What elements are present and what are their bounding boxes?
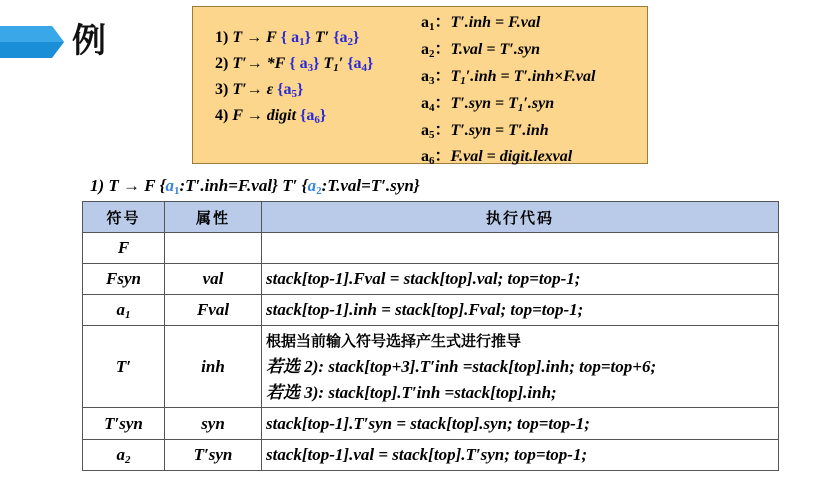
production-3: 3) T′→ ε $\{a_5\}$ — [215, 81, 304, 100]
section-arrow-icon — [0, 16, 66, 68]
code-line-1: 根据当前输入符号选择产生式进行推导 — [266, 331, 522, 350]
cell-attr: val — [165, 264, 262, 295]
cell-code: stack[top-1].val = stack[top].T′syn; top=top-1; — [262, 440, 779, 471]
header-symbol: 符号 — [83, 202, 165, 233]
cell-symbol: $a_1$ — [83, 295, 165, 326]
action-a2: $a_2$：T.val = T′.syn — [421, 41, 540, 60]
cell-code — [262, 326, 779, 408]
table-row — [83, 233, 779, 264]
cell-attr: inh — [165, 326, 262, 408]
cell-attr: syn — [165, 408, 262, 440]
production-heading: 1) T → F $\{a_1:T'.inh=F.val\}$ T′ $\{a_2:T.val=T'.syn\}$ — [90, 176, 420, 197]
production-2: 2) T′→ *F { $a_3$} $T_1'$ $\{a_4\}$ — [215, 55, 374, 74]
cell-symbol: Fsyn — [83, 264, 165, 295]
cell-symbol: T′ — [83, 326, 165, 408]
code-line-2: 若选 2): stack[top+3].T′inh =stack[top].inh; top=top+6; — [266, 356, 657, 376]
table-header-row — [83, 202, 779, 233]
action-a3: $a_3$：$T_1'.inh = T'.inh\times F.val$ — [421, 68, 596, 87]
slide-title: 例 — [72, 21, 106, 61]
cell-symbol: $a_2$ — [83, 440, 165, 471]
action-a1: $a_1$：T′.inh = F.val — [421, 14, 541, 33]
table-row — [83, 440, 779, 471]
cell-code: stack[top-1].Fval = stack[top].val; top=top-1; — [262, 264, 779, 295]
table-row — [83, 326, 779, 408]
cell-attr: T′syn — [165, 440, 262, 471]
cell-attr: Fval — [165, 295, 262, 326]
table-row — [83, 408, 779, 440]
cell-symbol: T′syn — [83, 408, 165, 440]
table-row — [83, 295, 779, 326]
action-a5: $a_5$：T′.syn = T′.inh — [421, 122, 549, 141]
grammar-box — [192, 6, 648, 167]
action-a6: $a_6$：F.val = digit.lexval — [421, 148, 573, 167]
header-code: 执行代码 — [262, 202, 779, 233]
production-4: 4) F → digit $\{a_6\}$ — [215, 107, 327, 126]
production-1: 1) T → F { $a_1$} T′ $\{a_2\}$ — [215, 29, 360, 48]
header-attribute: 属性 — [165, 202, 262, 233]
cell-code — [262, 233, 779, 264]
cell-attr — [165, 233, 262, 264]
execution-table — [82, 201, 779, 471]
table-row — [83, 264, 779, 295]
cell-code: stack[top-1].T′syn = stack[top].syn; top=top-1; — [262, 408, 779, 440]
cell-symbol: F — [83, 233, 165, 264]
cell-code: stack[top-1].inh = stack[top].Fval; top=top-1; — [262, 295, 779, 326]
code-line-3: 若选 3): stack[top].T′inh =stack[top].inh; — [266, 382, 557, 402]
action-a4: $a_4$：$T'.syn = T_1'.syn$ — [421, 95, 555, 114]
